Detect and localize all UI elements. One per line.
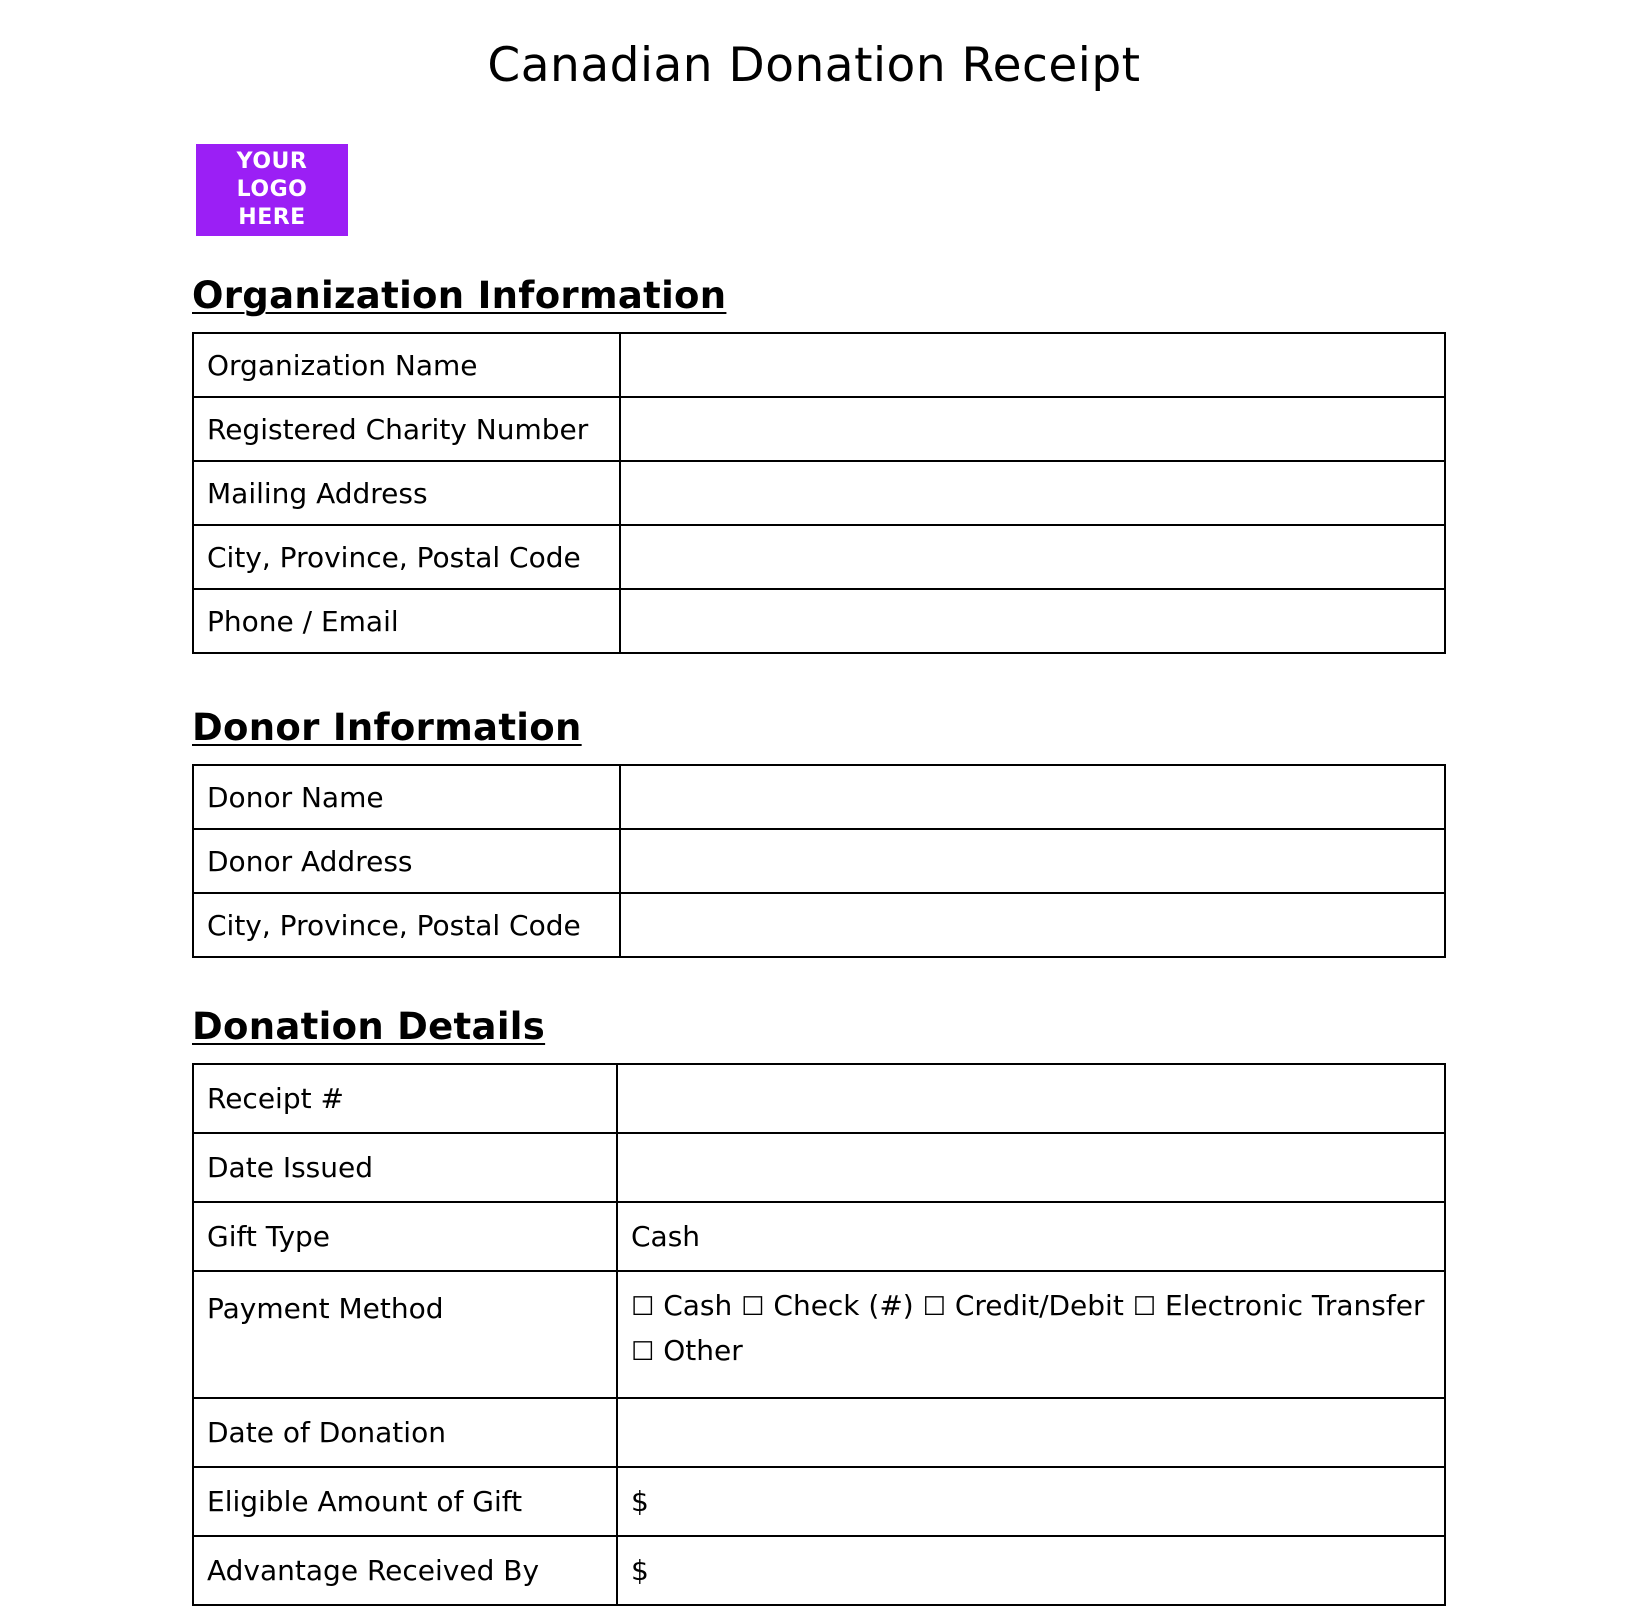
organization-name-field[interactable] bbox=[620, 333, 1445, 397]
donor-table bbox=[192, 764, 1446, 958]
payment-method-label: Payment Method bbox=[193, 1271, 617, 1398]
date-issued-field[interactable] bbox=[617, 1133, 1445, 1202]
checkbox-cash[interactable]: ☐ bbox=[631, 1292, 655, 1322]
eligible-amount-label: Eligible Amount of Gift bbox=[193, 1467, 617, 1536]
donation-table bbox=[192, 1063, 1446, 1606]
org-city-province-postal-label: City, Province, Postal Code bbox=[193, 525, 620, 589]
mailing-address-label: Mailing Address bbox=[193, 461, 620, 525]
table-row bbox=[193, 1202, 1445, 1271]
payment-method-options bbox=[617, 1271, 1445, 1398]
gift-type-label: Gift Type bbox=[193, 1202, 617, 1271]
donor-address-label: Donor Address bbox=[193, 829, 620, 893]
checkbox-credit-debit[interactable]: ☐ bbox=[922, 1292, 946, 1322]
mailing-address-field[interactable] bbox=[620, 461, 1445, 525]
advantage-received-label: Advantage Received By bbox=[193, 1536, 617, 1605]
donor-city-province-postal-label: City, Province, Postal Code bbox=[193, 893, 620, 957]
payment-option-check: Check (#) bbox=[773, 1289, 914, 1322]
receipt-number-label: Receipt # bbox=[193, 1064, 617, 1133]
table-row bbox=[193, 893, 1445, 957]
table-row bbox=[193, 1467, 1445, 1536]
charity-number-field[interactable] bbox=[620, 397, 1445, 461]
organization-name-label: Organization Name bbox=[193, 333, 620, 397]
org-city-province-postal-field[interactable] bbox=[620, 525, 1445, 589]
checkbox-electronic-transfer[interactable]: ☐ bbox=[1132, 1292, 1157, 1322]
payment-option-electronic-transfer: Electronic Transfer bbox=[1164, 1289, 1425, 1322]
table-row bbox=[193, 525, 1445, 589]
donor-name-label: Donor Name bbox=[193, 765, 620, 829]
logo-text-line-1: YOUR bbox=[236, 149, 308, 174]
eligible-amount-field[interactable]: $ bbox=[617, 1467, 1445, 1536]
table-row bbox=[193, 1398, 1445, 1467]
table-row bbox=[193, 829, 1445, 893]
payment-option-cash: Cash bbox=[663, 1289, 733, 1322]
date-issued-label: Date Issued bbox=[193, 1133, 617, 1202]
donor-address-field[interactable] bbox=[620, 829, 1445, 893]
organization-heading: Organization Information bbox=[192, 274, 727, 317]
payment-option-credit-debit: Credit/Debit bbox=[954, 1289, 1124, 1322]
table-row bbox=[193, 333, 1445, 397]
phone-email-label: Phone / Email bbox=[193, 589, 620, 653]
phone-email-field[interactable] bbox=[620, 589, 1445, 653]
donation-heading: Donation Details bbox=[192, 1005, 546, 1048]
payment-option-other: Other bbox=[663, 1334, 743, 1367]
table-row bbox=[193, 461, 1445, 525]
date-of-donation-label: Date of Donation bbox=[193, 1398, 617, 1467]
checkbox-other[interactable]: ☐ bbox=[631, 1337, 655, 1367]
logo-placeholder bbox=[196, 144, 348, 236]
logo-text-line-3: HERE bbox=[238, 205, 306, 230]
gift-type-field[interactable]: Cash bbox=[617, 1202, 1445, 1271]
organization-table bbox=[192, 332, 1446, 654]
table-row bbox=[193, 1133, 1445, 1202]
table-row bbox=[193, 397, 1445, 461]
table-row bbox=[193, 1536, 1445, 1605]
advantage-received-field[interactable]: $ bbox=[617, 1536, 1445, 1605]
table-row bbox=[193, 589, 1445, 653]
page-title: Canadian Donation Receipt bbox=[487, 38, 1141, 93]
date-of-donation-field[interactable] bbox=[617, 1398, 1445, 1467]
receipt-number-field[interactable] bbox=[617, 1064, 1445, 1133]
table-row bbox=[193, 1064, 1445, 1133]
donor-name-field[interactable] bbox=[620, 765, 1445, 829]
table-row bbox=[193, 1271, 1445, 1398]
donor-city-province-postal-field[interactable] bbox=[620, 893, 1445, 957]
table-row bbox=[193, 765, 1445, 829]
logo-text-line-2: LOGO bbox=[236, 177, 308, 202]
charity-number-label: Registered Charity Number bbox=[193, 397, 620, 461]
checkbox-check[interactable]: ☐ bbox=[741, 1292, 765, 1322]
donor-heading: Donor Information bbox=[192, 706, 582, 749]
